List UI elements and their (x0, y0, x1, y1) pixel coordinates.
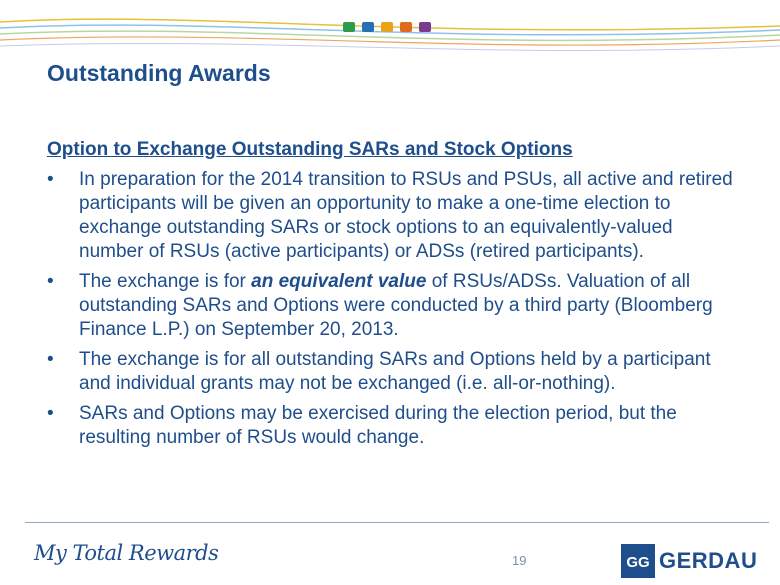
bullet-text-post: of RSUs/ADSs. Valuation of all outstanding SARs and Options were conducted by a third party (Bloomberg Finance L.P.) on September 20, 2013. (79, 271, 713, 340)
dot-orange (400, 22, 412, 32)
bullet-text: SARs and Options may be exercised during the election period, but the resulting number of RSUs would change. (79, 403, 677, 448)
bullet-item (47, 402, 737, 450)
bullet-text-pre: The exchange is for (79, 271, 252, 292)
dot-yellow (381, 22, 393, 32)
bullet-marker: • (47, 271, 54, 292)
bullet-text: In preparation for the 2014 transition to RSUs and PSUs, all active and retired participants will be given an opportunity to make a one-time election to exchange outstanding SARs or stock options to an equivalently-valued number of RSUs (active participants) or ADSs (retired participants). (79, 169, 733, 262)
dot-blue (362, 22, 374, 32)
bullet-list (47, 168, 737, 456)
bullet-marker: • (47, 403, 54, 424)
dot-green (343, 22, 355, 32)
logo-mark-text: GG (626, 554, 650, 571)
slide-title: Outstanding Awards (47, 60, 271, 86)
bullet-emphasis: an equivalent value (251, 271, 427, 292)
bullet-item (47, 348, 737, 396)
bullet-text: The exchange is for all outstanding SARs and Options held by a participant and individual grants may not be exchanged (i.e. all-or-nothing). (79, 349, 711, 394)
bullet-item (47, 168, 737, 264)
company-name: GERDAU (659, 548, 758, 573)
bullet-marker: • (47, 349, 54, 370)
bullet-item (47, 270, 737, 342)
footer-divider (25, 522, 769, 523)
dot-purple (419, 22, 431, 32)
page-number: 19 (512, 553, 527, 568)
section-subheading: Option to Exchange Outstanding SARs and Stock Options (47, 139, 573, 160)
color-dots (343, 22, 431, 32)
brand-wordmark: My Total Rewards (34, 541, 219, 565)
gerdau-logo-icon (621, 544, 655, 578)
bullet-marker: • (47, 169, 54, 190)
